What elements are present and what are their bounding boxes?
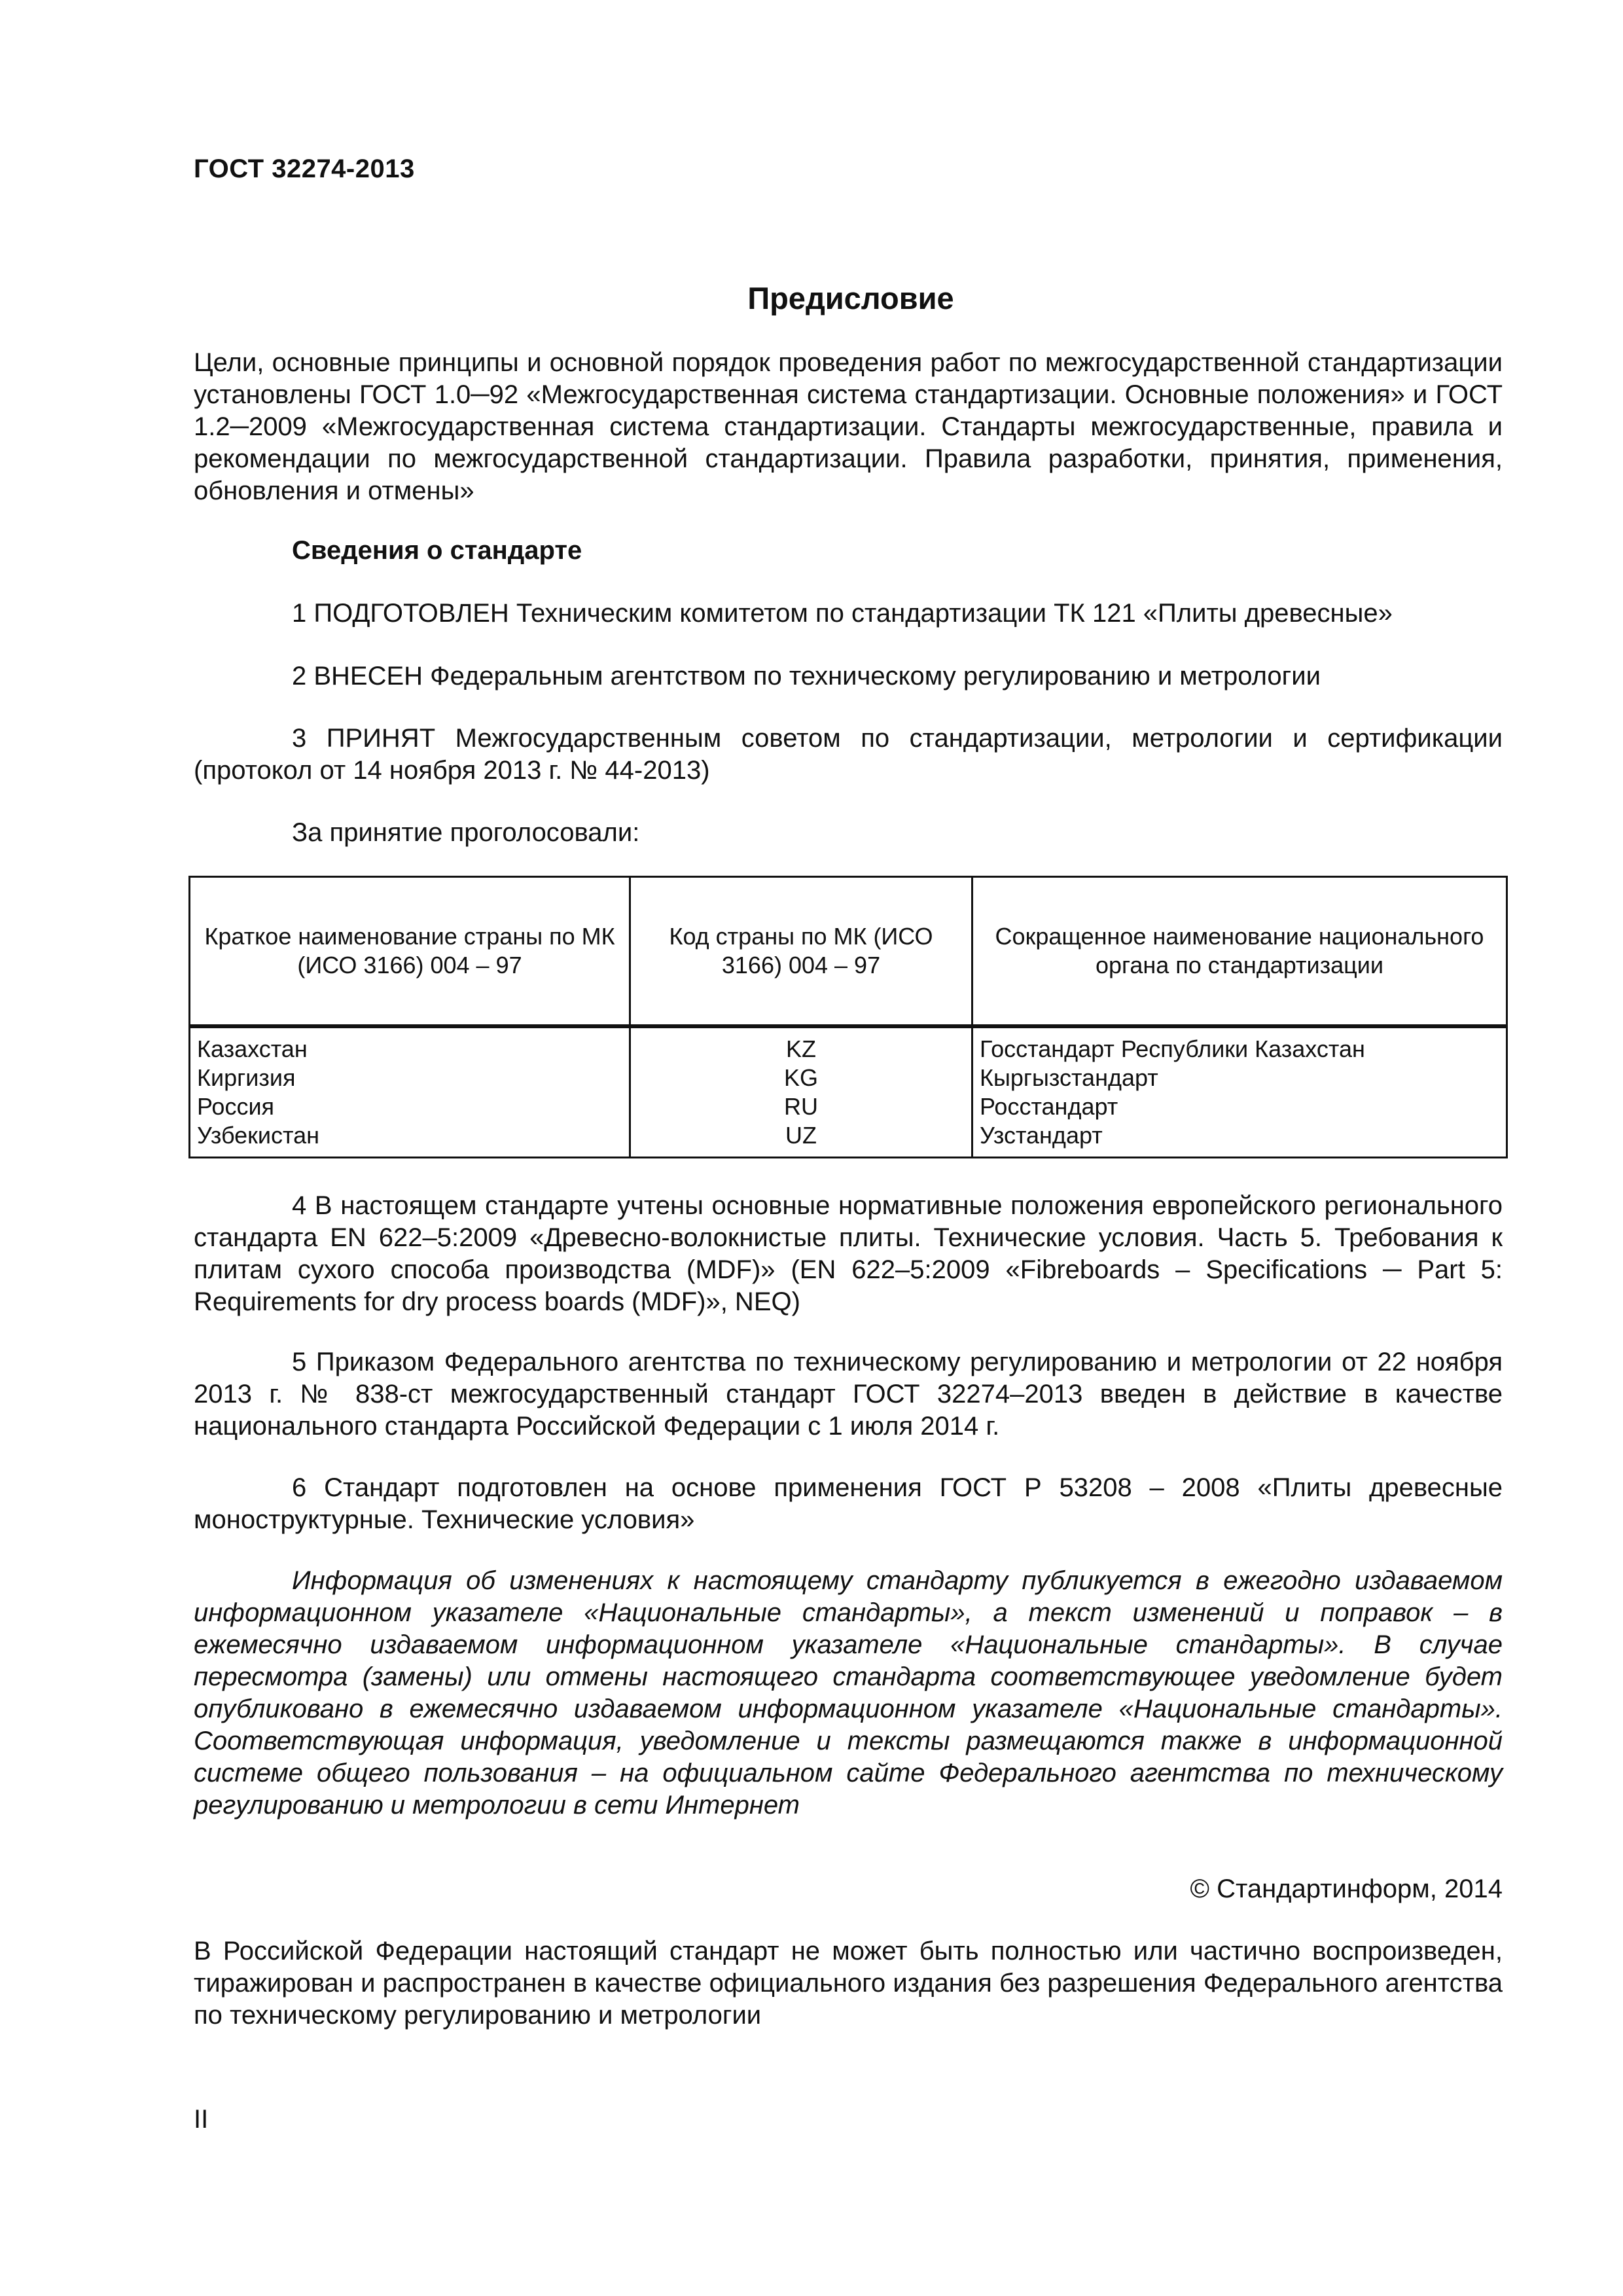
country-code: KG [630,1064,972,1092]
national-body: Кыргызстандарт [972,1064,1507,1092]
item-adopted: 3 ПРИНЯТ Межгосударственным советом по стандартизации, метрологии и сертификации (протокол от 14 ноября 2013 г. № 44-2013) [194,724,1503,785]
rights-notice: В Российской Федерации настоящий стандарт не может быть полностью или частично воспроизведен, тиражирован и распространен в качестве официального издания без разрешения Федерального агентства по техническому регулированию и метрологии [194,1937,1503,2030]
table-row [190,1064,1507,1092]
country-code: RU [630,1092,972,1121]
voted-label: За принятие проголосовали: [292,818,640,847]
table-header-row [190,877,1507,1027]
column-header-code: Код страны по МК (ИСО 3166) 004 – 97 [630,877,972,1027]
intro-paragraph: Цели, основные принципы и основной порядок проведения работ по межгосударственной стандартизации установлены ГОСТ 1.0─92 «Межгосударственная система стандартизации. Основные положения» и ГОСТ 1.2─2009 «Межгосударственная система стандартизации. Стандарты межгосударственные, правила и рекомендации по межгосударственной стандартизации. Правила разработки, принятия, применения, обновления и отмены» [194,348,1503,505]
national-body: Росстандарт [972,1092,1507,1121]
copyright: © Стандартинформ, 2014 [1190,1874,1503,1903]
item-prepared: 1 ПОДГОТОВЛЕН Техническим комитетом по стандартизации ТК 121 «Плиты древесные» [292,599,1393,628]
column-header-body: Сокращенное наименование национального органа по стандартизации [972,877,1507,1027]
standard-code-header: ГОСТ 32274-2013 [194,154,415,183]
page-title: Предисловие [747,281,954,315]
country-name: Киргизия [190,1064,630,1092]
country-code: UZ [630,1121,972,1158]
table-row [190,1121,1507,1158]
country-name: Узбекистан [190,1121,630,1158]
country-name: Россия [190,1092,630,1121]
item-eu-standard: 4 В настоящем стандарте учтены основные нормативные положения европейского регионального стандарта EN 622–5:2009 «Древесно-волокнистые плиты. Технические условия. Часть 5. Требования к плитам сухого способа производства (MDF)» (EN 622–5:2009 «Fibreboards – Specifications ─ Part 5: Requirements for dry process boards (MDF)», NEQ) [194,1191,1503,1316]
national-body: Госстандарт Республики Казахстан [972,1026,1507,1064]
country-name: Казахстан [190,1026,630,1064]
info-heading: Сведения о стандарте [292,536,582,565]
changes-info-paragraph: Информация об изменениях к настоящему стандарту публикуется в ежегодно издаваемом информационном указателе «Национальные стандарты», а текст изменений и поправок – в ежемесячно издаваемом информационном указателе «Национальные стандарты». В случае пересмотра (замены) или отмены настоящего стандарта соответствующее уведомление будет опубликовано в ежемесячно издаваемом информационном указателе «Национальные стандарты». Соответствующая информация, уведомление и тексты размещаются также в информационной системе общего пользования – на официальном сайте Федерального агентства по техническому регулированию и метрологии в сети Интернет [194,1566,1503,1820]
table-row [190,1092,1507,1121]
voting-countries-table [188,876,1508,1158]
page-number: II [194,2105,209,2134]
country-code: KZ [630,1026,972,1064]
column-header-country: Краткое наименование страны по МК (ИСО 3166) 004 – 97 [190,877,630,1027]
table-row [190,1026,1507,1064]
item-order: 5 Приказом Федерального агентства по техническому регулированию и метрологии от 22 ноября 2013 г. № 838-ст межгосударственный стандарт ГОСТ 32274–2013 введен в действие в качестве национального стандарта Российской Федерации с 1 июля 2014 г. [194,1348,1503,1441]
item-introduced: 2 ВНЕСЕН Федеральным агентством по техническому регулированию и метрологии [292,662,1321,691]
national-body: Узстандарт [972,1121,1507,1158]
item-based-on: 6 Стандарт подготовлен на основе применения ГОСТ Р 53208 – 2008 «Плиты древесные моноструктурные. Технические условия» [194,1473,1503,1534]
